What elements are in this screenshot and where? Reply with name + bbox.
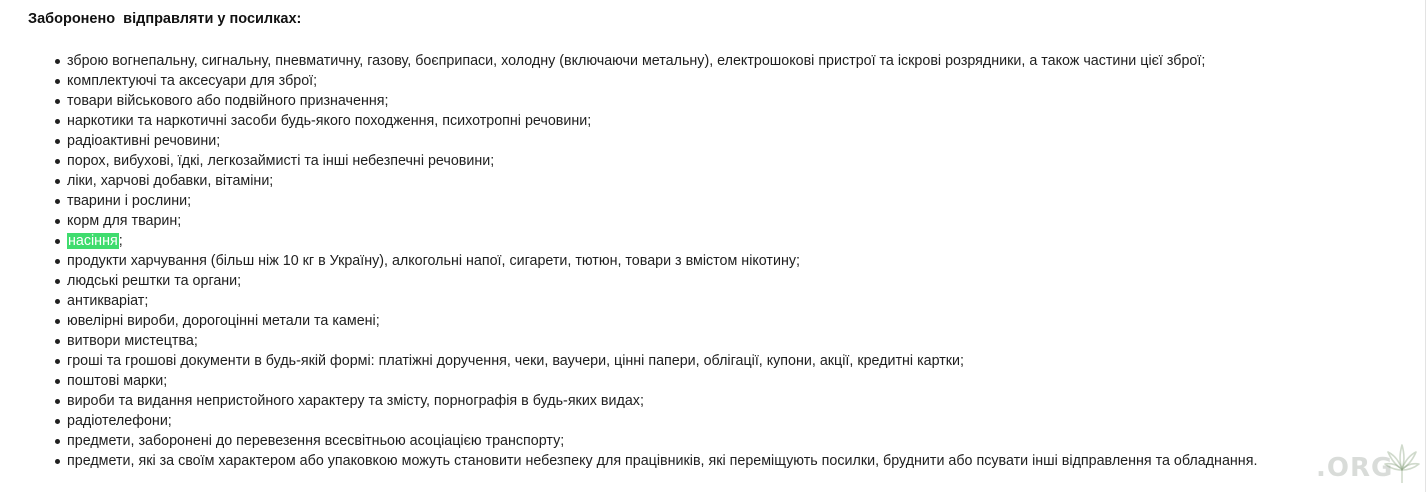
list-item-text: вироби та видання непристойного характеру та змісту, порнографія в будь-яких видах;: [67, 393, 644, 409]
prohibited-items-list: [51, 51, 1257, 471]
bullet-icon: [55, 439, 60, 444]
list-item-text: ліки, харчові добавки, вітаміни;: [67, 173, 274, 189]
bullet-icon: [55, 419, 60, 424]
list-item-text: антикваріат;: [67, 293, 149, 309]
list-item: [51, 451, 1257, 471]
bullet-icon: [55, 459, 60, 464]
list-item: [51, 171, 1257, 191]
list-item-text: продукти харчування (більш ніж 10 кг в Україну), алкогольні напої, сигарети, тютюн, товари з вмістом нікотину;: [67, 253, 800, 269]
list-item-text: радіотелефони;: [67, 413, 172, 429]
list-item: [51, 51, 1257, 71]
list-item: [51, 191, 1257, 211]
list-item-text: комплектуючі та аксесуари для зброї;: [67, 73, 318, 89]
bullet-icon: [55, 159, 60, 164]
bullet-icon: [55, 79, 60, 84]
list-item-text: витвори мистецтва;: [67, 333, 198, 349]
list-item: [51, 351, 1257, 371]
list-item-text: порох, вибухові, їдкі, легкозаймисті та інші небезпечні речовини;: [67, 153, 495, 169]
bullet-icon: [55, 259, 60, 264]
list-item: [51, 371, 1257, 391]
list-item-text: предмети, які за своїм характером або упаковкою можуть становити небезпеку для працівників, які переміщують посилки, бруднити або псувати інші відправлення та обладнання.: [67, 453, 1258, 469]
list-item-text: поштові марки;: [67, 373, 168, 389]
list-item: [51, 211, 1257, 231]
list-item: [51, 411, 1257, 431]
bullet-icon: [55, 359, 60, 364]
list-item-text: ювелірні вироби, дорогоцінні метали та камені;: [67, 313, 380, 329]
list-item: [51, 271, 1257, 291]
list-item: [51, 111, 1257, 131]
highlighted-term: насіння: [68, 233, 118, 249]
list-item: [51, 311, 1257, 331]
list-item: [51, 391, 1257, 411]
list-item: [51, 131, 1257, 151]
list-item-text: корм для тварин;: [67, 213, 182, 229]
list-item-text: гроші та грошові документи в будь-якій формі: платіжні доручення, чеки, ваучери, цінні папери, облігації, купони, акції, кредитні картки;: [67, 353, 964, 369]
list-item-text: зброю вогнепальну, сигнальну, пневматичну, газову, боєприпаси, холодну (включаючи метальну), електрошокові пристрої та іскрові розрядники, а також частини цієї зброї;: [67, 53, 1206, 69]
list-item: [51, 71, 1257, 91]
list-item: [51, 251, 1257, 271]
bullet-icon: [55, 239, 60, 244]
cannabis-leaf-icon: [1382, 443, 1422, 487]
bullet-icon: [55, 399, 60, 404]
list-item: [51, 431, 1257, 451]
site-watermark: [1316, 443, 1424, 491]
bullet-icon: [55, 339, 60, 344]
bullet-icon: [55, 179, 60, 184]
list-item-text: предмети, заборонені до перевезення всесвітньою асоціацією транспорту;: [67, 433, 565, 449]
list-item: [51, 151, 1257, 171]
bullet-icon: [55, 319, 60, 324]
bullet-icon: [55, 139, 60, 144]
list-item: [51, 231, 1257, 251]
list-item-text: товари військового або подвійного призначення;: [67, 93, 389, 109]
bullet-icon: [55, 119, 60, 124]
bullet-icon: [55, 279, 60, 284]
bullet-icon: [55, 199, 60, 204]
list-item-text: ;: [118, 233, 123, 249]
list-item-text: радіоактивні речовини;: [67, 133, 221, 149]
list-item-text: тварини і рослини;: [67, 193, 192, 209]
list-item: [51, 91, 1257, 111]
bullet-icon: [55, 379, 60, 384]
list-item-text: наркотики та наркотичні засоби будь-якого походження, психотропні речовини;: [67, 113, 592, 129]
list-item: [51, 291, 1257, 311]
bullet-icon: [55, 99, 60, 104]
bullet-icon: [55, 219, 60, 224]
list-item: [51, 331, 1257, 351]
section-heading: Заборонено відправляти у посилках:: [28, 11, 302, 27]
watermark-text: .ORG: [1316, 453, 1394, 483]
bullet-icon: [55, 59, 60, 64]
bullet-icon: [55, 299, 60, 304]
list-item-text: людські рештки та органи;: [67, 273, 242, 289]
